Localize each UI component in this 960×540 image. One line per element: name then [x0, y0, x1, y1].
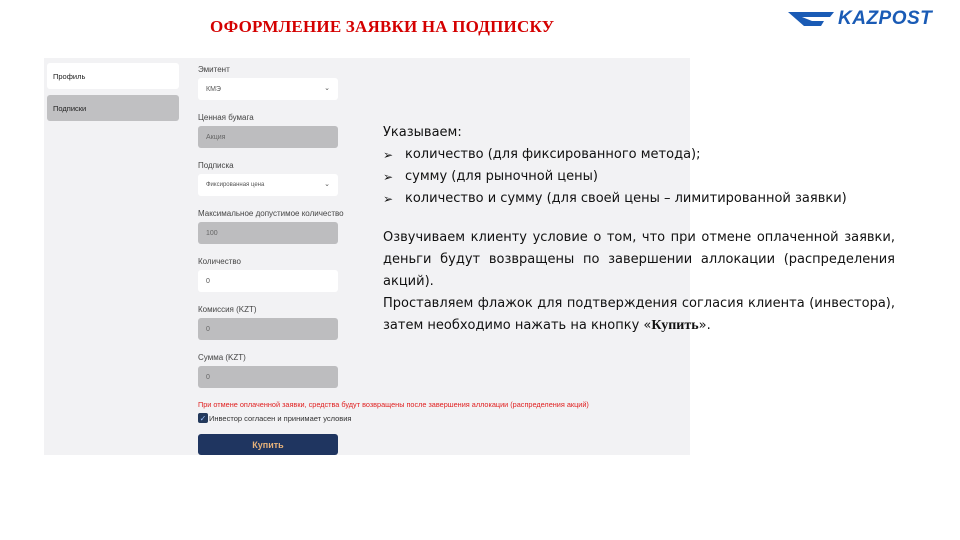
- arrow-bullet-icon: ➢: [383, 148, 394, 162]
- agree-checkbox[interactable]: ✓: [199, 413, 207, 423]
- sidebar-item-subscriptions[interactable]: [47, 95, 179, 121]
- issuer-label: Эмитент: [198, 65, 230, 74]
- bullet-text: количество (для фиксированного метода);: [405, 147, 701, 162]
- instructions-intro: Указываем:: [383, 125, 462, 140]
- commission-value: 0: [206, 325, 210, 333]
- agree-label: Инвестор согласен и принимает условия: [209, 413, 352, 423]
- amount-label: Сумма (KZT): [198, 353, 246, 362]
- agree-row: [198, 413, 718, 423]
- sidebar-item-label: Подписки: [53, 103, 87, 113]
- kazpost-logo: [788, 8, 932, 30]
- security-field: [198, 126, 338, 148]
- refund-paragraph: Озвучиваем клиенту условие о том, что при отмене оплаченной заявки, деньги будут возвращены по завершении аллокации (распределения акций).: [383, 230, 895, 289]
- security-label: Ценная бумага: [198, 113, 254, 122]
- sidebar-item-profile[interactable]: [47, 63, 179, 89]
- confirm-suffix: ».: [698, 318, 711, 333]
- refund-warning: При отмене оплаченной заявки, средства будут возвращены после завершения аллокации (распределения акций): [198, 400, 589, 409]
- chevron-down-icon: ⌄: [324, 181, 330, 188]
- max-quantity-label: Максимальное допустимое количество: [198, 209, 344, 218]
- list-item: [383, 166, 895, 188]
- instructions-list: [383, 144, 895, 210]
- subscription-label: Подписка: [198, 161, 234, 170]
- bullet-text: количество и сумму (для своей цены – лимитированной заявки): [405, 191, 847, 206]
- issuer-select[interactable]: [198, 78, 338, 100]
- amount-value: 0: [206, 373, 210, 381]
- kazpost-emblem-icon: [788, 10, 834, 28]
- list-item: [383, 144, 895, 166]
- arrow-bullet-icon: ➢: [383, 170, 394, 184]
- chevron-down-icon: ⌄: [324, 85, 330, 92]
- instructions-text: [383, 122, 895, 337]
- commission-label: Комиссия (KZT): [198, 305, 257, 314]
- list-item: [383, 188, 895, 210]
- commission-field: [198, 318, 338, 340]
- sidebar: [47, 63, 179, 127]
- quantity-label: Количество: [198, 257, 241, 266]
- buy-reference: Купить: [651, 318, 699, 333]
- max-quantity-value: 100: [206, 229, 218, 237]
- subscription-type-select[interactable]: [198, 174, 338, 196]
- arrow-bullet-icon: ➢: [383, 192, 394, 206]
- max-quantity-field: [198, 222, 338, 244]
- issuer-value: КМЭ: [206, 85, 221, 93]
- confirm-text: Проставляем флажок для подтверждения согласия клиента (инвестора), затем необходимо нажать на кнопку «: [383, 296, 895, 333]
- slide-title: ОФОРМЛЕНИЕ ЗАЯВКИ НА ПОДПИСКУ: [210, 17, 555, 36]
- confirm-paragraph: [383, 293, 895, 337]
- subscription-type-value: Фиксированная цена: [206, 182, 265, 188]
- quantity-value: 0: [206, 277, 210, 285]
- sidebar-item-label: Профиль: [53, 71, 86, 81]
- bullet-text: сумму (для рыночной цены): [405, 169, 598, 184]
- logo-text: KAZPOST: [838, 8, 933, 29]
- quantity-input[interactable]: [198, 270, 338, 292]
- buy-button-label: Купить: [252, 439, 284, 450]
- buy-button[interactable]: [198, 434, 338, 455]
- amount-field: [198, 366, 338, 388]
- security-value: Акция: [206, 133, 226, 141]
